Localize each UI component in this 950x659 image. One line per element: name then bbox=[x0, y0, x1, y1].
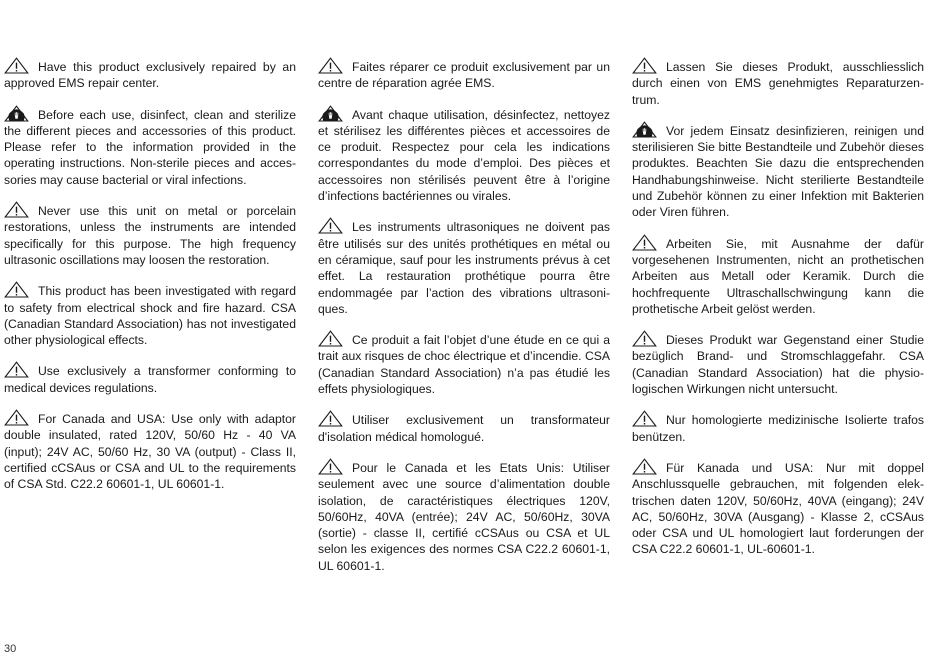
paragraph bbox=[318, 458, 610, 574]
paragraph bbox=[4, 201, 296, 268]
warning-triangle-icon bbox=[4, 57, 29, 74]
paragraph bbox=[4, 281, 296, 348]
disinfect-hand-icon bbox=[318, 105, 343, 122]
warning-triangle-icon bbox=[632, 410, 657, 427]
warning-triangle-icon bbox=[318, 57, 343, 74]
paragraph bbox=[318, 57, 610, 92]
page-number: 30 bbox=[4, 643, 17, 655]
paragraph bbox=[632, 234, 924, 317]
paragraph-text: Faites réparer ce produit exclusivement par un centre de réparation agrée EMS. bbox=[318, 60, 610, 91]
paragraph-text: Utiliser exclusivement un transformateur d'isolation médical homologué. bbox=[318, 413, 610, 444]
paragraph bbox=[4, 57, 296, 92]
paragraph-text: Never use this unit on metal or porcelain restorations, unless the instruments are intended specifically for this purpose. The high frequency ultrasonic oscillations may loosen the restoration. bbox=[4, 204, 296, 267]
paragraph bbox=[318, 330, 610, 397]
paragraph-text: Nur homologierte medizinische Isolierte trafos benützen. bbox=[632, 413, 924, 444]
warning-triangle-icon bbox=[632, 234, 657, 251]
paragraph bbox=[632, 330, 924, 397]
paragraph-text: Lassen Sie dieses Produkt, ausschliesslich durch einen von EMS genehmigtes Reparaturzentrum. bbox=[632, 60, 924, 107]
paragraph bbox=[632, 410, 924, 445]
paragraph bbox=[318, 105, 610, 205]
disinfect-hand-icon bbox=[4, 105, 29, 122]
paragraph-text: Vor jedem Einsatz desinfizieren, reinigen und sterilisieren Sie bitte Bestandteile und Zubehör dieses produktes. Beachten Sie dazu die entsprechenden Handhabungshinweise. Nicht sterilierte Bestandteile und Zubehör können zu einer Infektion mit Bakterien oder Viren führen. bbox=[632, 123, 924, 220]
disinfect-hand-icon bbox=[632, 121, 657, 138]
paragraph bbox=[4, 361, 296, 396]
paragraph-text: Ce produit a fait l’objet d’une étude en ce qui a trait aux risques de choc électrique et d’incendie. CSA (Canadian Standard Association) n’a pas étudié les effets physiologiques. bbox=[318, 333, 610, 397]
warning-triangle-icon bbox=[632, 458, 657, 475]
paragraph-text: This product has been investigated with regard to safety from electrical shock and fire hazard. CSA (Canadian Standard Association) has not investigated other physiological effects. bbox=[4, 284, 296, 348]
paragraph bbox=[318, 410, 610, 445]
paragraph bbox=[4, 105, 296, 188]
warning-triangle-icon bbox=[4, 409, 29, 426]
paragraph-text: Avant chaque utilisation, désinfectez, nettoyez et stérilisez les différentes pièces et accessoires de ce produit. Respectez pour cela les indications correspondantes du mode d’emploi. Des pièces et accessoires non stérilisés peuvent être à l’origine d’infections bactériennes ou virales. bbox=[318, 107, 610, 204]
paragraph-text: Use exclusively a transformer conforming to medical devices regulations. bbox=[4, 364, 296, 395]
english-column bbox=[4, 57, 296, 506]
paragraph bbox=[4, 409, 296, 492]
paragraph-text: Arbeiten Sie, mit Ausnahme der dafür vorgesehenen Instrumenten, nicht an prothetischen Arbeiten aus Metall oder Keramik. Durch die hochfrequente Ultraschallschwingung kann die prothetische Arbeit gelöst werden. bbox=[632, 236, 924, 316]
paragraph bbox=[318, 217, 610, 317]
warning-triangle-icon bbox=[4, 281, 29, 298]
paragraph-text: Have this product exclusively repaired by an approved EMS repair center. bbox=[4, 60, 296, 91]
german-column bbox=[632, 57, 924, 571]
paragraph bbox=[632, 121, 924, 221]
warning-triangle-icon bbox=[318, 217, 343, 234]
warning-triangle-icon bbox=[4, 201, 29, 218]
paragraph-text: Für Kanada und USA: Nur mit doppel Anschlussquelle gebrauchen, mit folgenden elektrischen daten 120V, 50/60Hz, 40VA (eingang); 24V AC, 50/60Hz, 30VA (Ausgang) - Klasse 2, cCSAus oder CSA und UL homologiert laut forderungen der CSA C22.2 60601-1, UL-60601-1. bbox=[632, 460, 924, 557]
warning-triangle-icon bbox=[318, 458, 343, 475]
warning-triangle-icon bbox=[632, 57, 657, 74]
warning-triangle-icon bbox=[318, 330, 343, 347]
paragraph-text: Les instruments ultrasoniques ne doivent pas être utilisés sur des unités prothétiques en métal ou en céramique, sauf pour les instruments prévus à cet effet. La restauration prothétique pourra être endommagée par l’action des vibrations ultrasoniques. bbox=[318, 220, 610, 316]
warning-triangle-icon bbox=[318, 410, 343, 427]
warning-triangle-icon bbox=[632, 330, 657, 347]
french-column bbox=[318, 57, 610, 587]
paragraph bbox=[632, 458, 924, 558]
paragraph-text: Dieses Produkt war Gegenstand einer Studie bezüglich Brand- und Stromschlaggefahr. CSA (Canadian Standard Association) hat die physiologischen Wirkungen nicht untersucht. bbox=[632, 333, 924, 397]
paragraph bbox=[632, 57, 924, 108]
paragraph-text: Before each use, disinfect, clean and sterilize the different pieces and accessories of this product. Please refer to the information provided in the operating instructions. Non-sterile pieces and accessories may cause bacterial or viral infections. bbox=[4, 107, 296, 187]
paragraph-text: Pour le Canada et les Etats Unis: Utiliser seulement avec une source d’alimentation double isolation, de caractéristiques électriques 120V, 50/60Hz, 40VA (entrée); 24V AC, 50/60Hz, 30VA (sortie) - classe II, certifié cCSAus ou CSA et UL selon les exigences des normes CSA C22.2 60601-1, UL 60601-1. bbox=[318, 460, 610, 573]
paragraph-text: For Canada and USA: Use only with adaptor double insulated, rated 120V, 50/60 Hz - 40 VA (input); 24V AC, 50/60 Hz, 30 VA (output) - Class II, certified cCSAus or CSA and UL to the requirements of CSA Std. C22.2 60601-1, UL 60601-1. bbox=[4, 412, 296, 492]
warning-triangle-icon bbox=[4, 361, 29, 378]
